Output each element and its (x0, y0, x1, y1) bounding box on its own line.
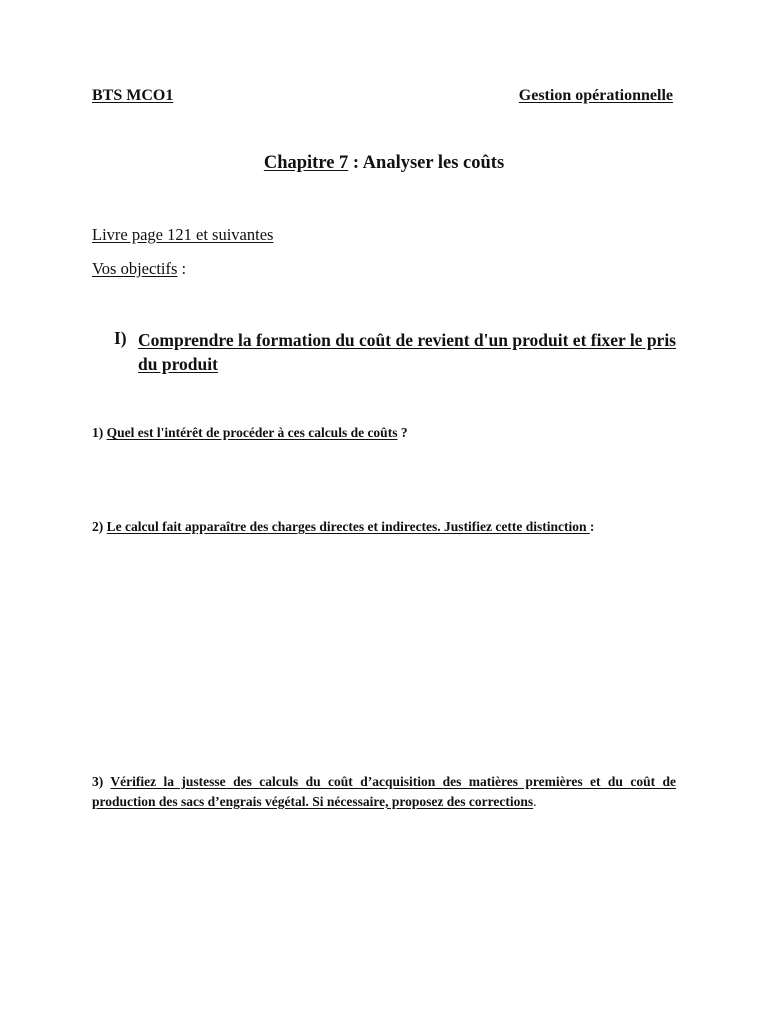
question-3 (92, 772, 676, 811)
question-2-text: Le calcul fait apparaître des charges directes et indirectes. Justifiez cette distinction (106, 519, 590, 534)
section-heading (114, 328, 676, 376)
objectives-line (92, 259, 186, 279)
section-number: I) (114, 328, 127, 348)
header-subject-label: Gestion opérationnelle (518, 87, 673, 104)
chapter-name: : Analyser les coûts (348, 153, 505, 173)
question-2 (92, 519, 594, 535)
question-3-text: Vérifiez la justesse des calculs du coût d’acquisition des matières premières et du coût de production des sacs d’engrais végétal. Si nécessaire, proposez des corrections (92, 774, 676, 809)
chapter-title (0, 153, 768, 174)
question-1 (92, 425, 408, 441)
book-reference-text: Livre page 121 et suivantes (92, 225, 274, 244)
book-reference (92, 225, 273, 245)
question-2-number: 2) (92, 519, 107, 534)
objectives-label: Vos objectifs (92, 259, 178, 278)
objectives-colon: : (177, 259, 187, 278)
question-2-suffix: : (589, 519, 595, 534)
header-class-label: BTS MCO1 (92, 87, 174, 104)
question-1-suffix: ? (397, 425, 408, 440)
chapter-number: Chapitre 7 (263, 153, 349, 173)
question-3-number: 3) (92, 774, 111, 789)
question-1-text: Quel est l'intérêt de procéder à ces calculs de coûts (106, 425, 398, 440)
section-title: Comprendre la formation du coût de revient d'un produit et fixer le pris du produit (138, 330, 676, 374)
question-1-number: 1) (92, 425, 107, 440)
question-3-suffix: . (533, 793, 537, 809)
